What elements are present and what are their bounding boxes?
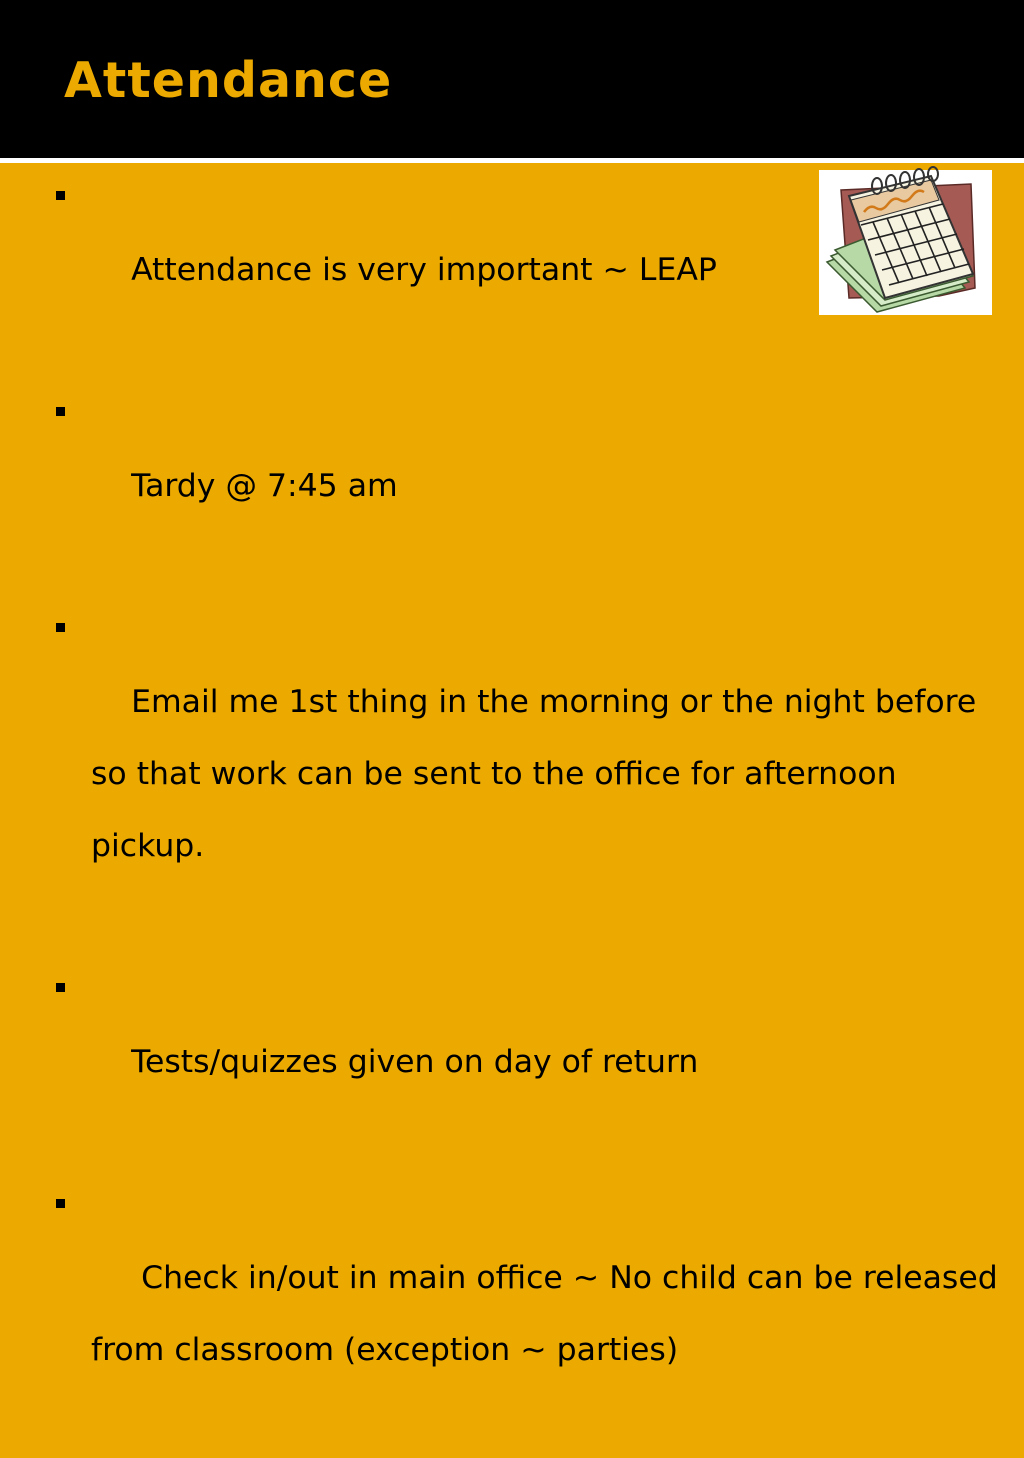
- calendar-clipart: [819, 170, 992, 315]
- bullet-tardy-time: [56, 378, 1006, 594]
- bullet-list: [56, 162, 1006, 1458]
- slide-title: Attendance: [64, 52, 393, 109]
- calendar-icon: [819, 170, 992, 315]
- bullet-email-instructions: [56, 594, 1006, 954]
- bullet-check-in-out: [56, 1170, 1006, 1458]
- bullet-marker-icon: [56, 191, 65, 200]
- bullet-text: Check in/out in main office ~ No child can be released from classroom (exception ~ parties): [91, 1260, 1008, 1368]
- bullet-text: Email me 1st thing in the morning or the night before so that work can be sent to the office for afternoon pickup.: [91, 684, 987, 864]
- bullet-text: Tests/quizzes given on day of return: [131, 1044, 699, 1080]
- bullet-marker-icon: [56, 1199, 65, 1208]
- bullet-text: Tardy @ 7:45 am: [131, 468, 398, 504]
- bullet-marker-icon: [56, 407, 65, 416]
- bullet-text: Attendance is very important ~ LEAP: [131, 252, 717, 288]
- bullet-tests-quizzes: [56, 954, 1006, 1170]
- bullet-marker-icon: [56, 983, 65, 992]
- bullet-marker-icon: [56, 623, 65, 632]
